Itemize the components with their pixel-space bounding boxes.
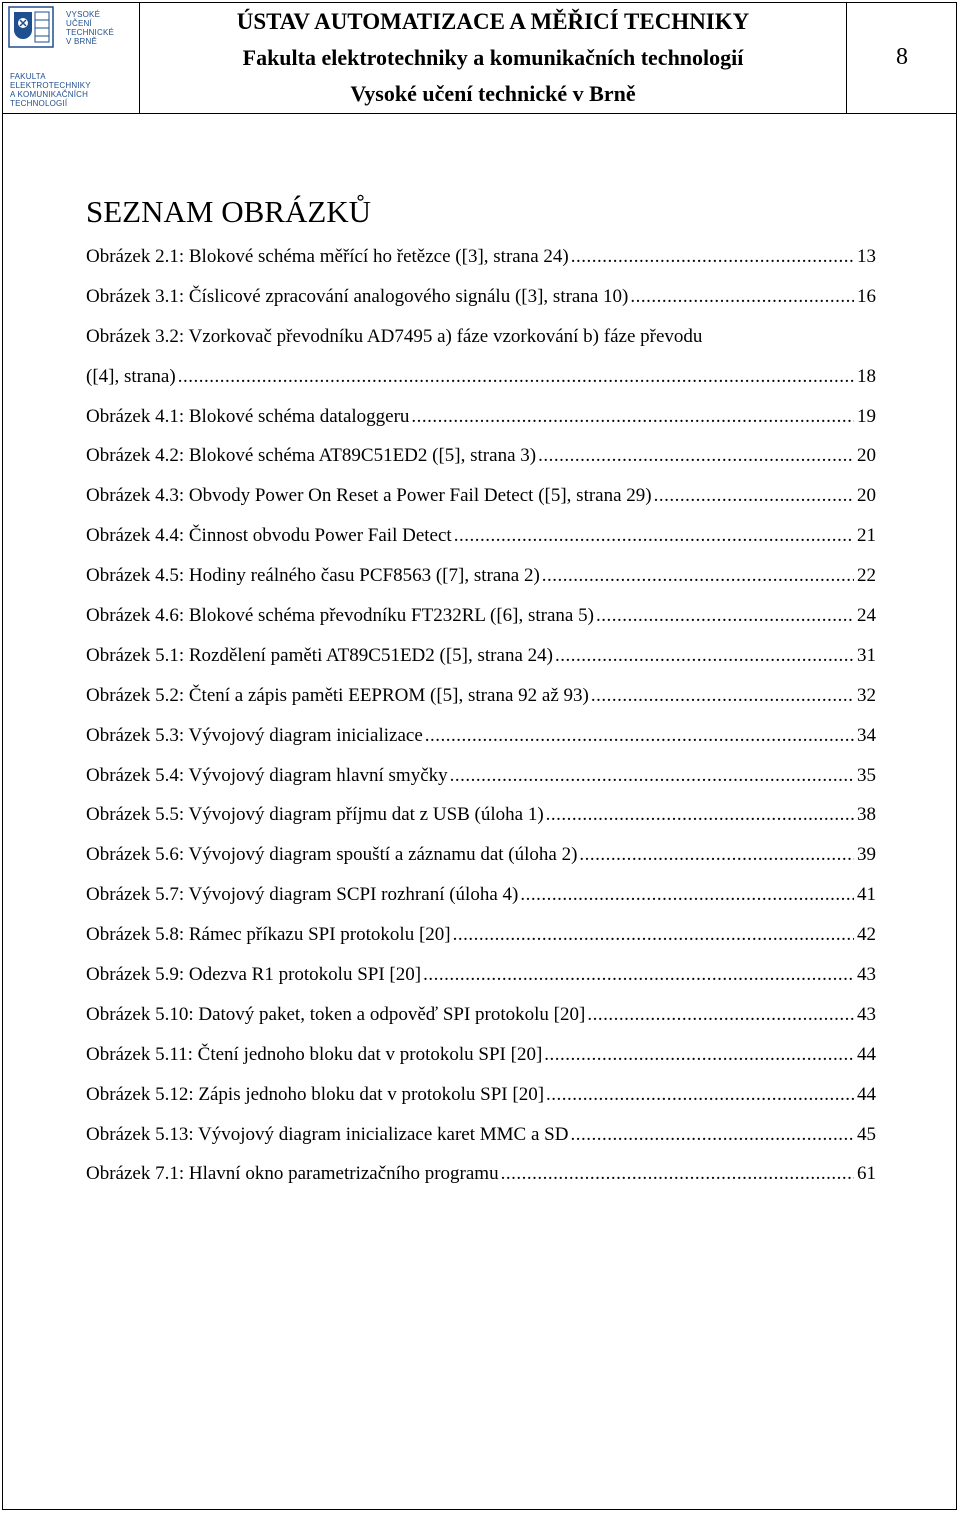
toc-entry-page: 43 [857, 964, 876, 986]
toc-leader-dots [178, 357, 854, 397]
toc-entry[interactable] [86, 237, 876, 277]
toc-leader-dots [450, 756, 854, 796]
logo-line: FAKULTA [10, 72, 46, 81]
toc-leader-dots [411, 397, 854, 437]
toc-entry[interactable] [86, 596, 876, 636]
toc-entry-label: Obrázek 5.6: Vývojový diagram spouští a záznamu dat (úloha 2) [86, 844, 578, 866]
toc-entry[interactable] [86, 955, 876, 995]
toc-leader-dots [630, 277, 854, 317]
toc-leader-dots [654, 476, 854, 516]
toc-entry-page: 44 [857, 1043, 876, 1065]
toc-entry-page: 34 [857, 724, 876, 746]
toc-entry-page: 43 [857, 1003, 876, 1025]
university-logo [2, 2, 140, 113]
toc-entry-page: 45 [857, 1123, 876, 1145]
toc-entry-label: Obrázek 4.5: Hodiny reálného času PCF8563 ([7], strana 2) [86, 565, 540, 587]
toc-entry-page: 21 [857, 525, 876, 547]
toc-leader-dots [454, 516, 854, 556]
toc-leader-dots [570, 1115, 854, 1155]
toc-entry[interactable] [86, 516, 876, 556]
toc-entry-label: Obrázek 4.3: Obvody Power On Reset a Power Fail Detect ([5], strana 29) [86, 485, 652, 507]
toc-entry[interactable] [86, 995, 876, 1035]
toc-entry[interactable] [86, 436, 876, 476]
page-number: 8 [896, 44, 908, 70]
logo-top-line: V BRNĚ [66, 37, 97, 46]
toc-entry-page: 32 [857, 684, 876, 706]
toc-entry-page: 20 [857, 485, 876, 507]
toc-leader-dots [555, 636, 854, 676]
toc-leader-dots [538, 436, 854, 476]
toc-entry-page: 24 [857, 605, 876, 627]
toc-entry[interactable] [86, 636, 876, 676]
toc-entry-label: Obrázek 5.10: Datový paket, token a odpověď SPI protokolu [20] [86, 1003, 586, 1025]
toc-entry-label: Obrázek 5.3: Vývojový diagram inicializace [86, 724, 423, 746]
faculty-name: Fakulta elektrotechniky a komunikačních technologií [242, 44, 744, 70]
toc-entry-page: 41 [857, 884, 876, 906]
toc-entry-page: 13 [857, 246, 876, 267]
logo-top-line: TECHNICKÉ [66, 28, 115, 37]
toc-entry[interactable] [86, 676, 876, 716]
toc-entry-label: Obrázek 5.12: Zápis jednoho bloku dat v protokolu SPI [20] [86, 1083, 545, 1105]
toc-entry-label: Obrázek 5.9: Odezva R1 protokolu SPI [20] [86, 964, 422, 986]
toc-entry-label: Obrázek 2.1: Blokové schéma měřící ho řetězce ([3], strana 24) [86, 246, 569, 267]
toc-entry[interactable] [86, 1115, 876, 1155]
toc-leader-dots [546, 1075, 854, 1115]
toc-entry[interactable] [86, 915, 876, 955]
toc-leader-dots [423, 955, 854, 995]
toc-entry-page: 39 [857, 844, 876, 866]
toc-leader-dots [571, 237, 854, 277]
toc-entry[interactable] [86, 397, 876, 437]
toc-leader-dots [453, 915, 854, 955]
toc-entry[interactable] [86, 756, 876, 796]
toc-entry[interactable] [86, 556, 876, 596]
toc-entry-label: Obrázek 4.1: Blokové schéma dataloggeru [86, 405, 410, 427]
logo-top-line: VYSOKÉ [66, 10, 101, 19]
toc-entry[interactable] [86, 1075, 876, 1115]
toc-entry-page: 20 [857, 445, 876, 467]
toc-leader-dots [544, 1035, 854, 1075]
toc-leader-dots [579, 835, 854, 875]
toc-entry[interactable] [86, 357, 876, 397]
toc-entry-label: Obrázek 4.6: Blokové schéma převodníku FT232RL ([6], strana 5) [86, 605, 594, 627]
toc-entry-label: Obrázek 5.1: Rozdělení paměti AT89C51ED2 ([5], strana 24) [86, 644, 553, 666]
page-header [2, 2, 957, 114]
toc-entry-page: 31 [857, 644, 876, 666]
header-title-block [140, 2, 847, 113]
toc-entry-page: 44 [857, 1083, 876, 1105]
toc-leader-dots [501, 1154, 854, 1194]
university-name: Vysoké učení technické v Brně [350, 80, 636, 106]
toc-entry-label: Obrázek 3.1: Číslicové zpracování analogového signálu ([3], strana 10) [86, 285, 629, 307]
toc-leader-dots [520, 875, 854, 915]
toc-leader-dots [587, 995, 854, 1035]
toc-entry-label: Obrázek 7.1: Hlavní okno parametrizačního programu [86, 1163, 499, 1185]
toc-entry[interactable] [86, 317, 876, 357]
toc-entry[interactable] [86, 716, 876, 756]
toc-entry-label: Obrázek 5.2: Čtení a zápis paměti EEPROM ([5], strana 92 až 93) [86, 684, 589, 706]
toc-entry[interactable] [86, 835, 876, 875]
logo-line: TECHNOLOGIÍ [10, 99, 68, 108]
list-of-figures [86, 190, 876, 1194]
toc-entry-label: Obrázek 5.7: Vývojový diagram SCPI rozhraní (úloha 4) [86, 884, 519, 906]
logo-line: ELEKTROTECHNIKY [10, 81, 91, 90]
institute-name: ÚSTAV AUTOMATIZACE A MĚŘICÍ TECHNIKY [236, 8, 750, 34]
toc-leader-dots [546, 795, 854, 835]
toc-entry-page: 35 [857, 764, 876, 786]
toc-entry-label: Obrázek 3.2: Vzorkovač převodníku AD7495 a) fáze vzorkování b) fáze převodu [86, 325, 703, 347]
toc-entry-page: 18 [857, 365, 876, 387]
toc-entry-page: 22 [857, 565, 876, 587]
toc-entry-label: Obrázek 5.13: Vývojový diagram inicializace karet MMC a SD [86, 1123, 569, 1145]
toc-entry-page: 42 [857, 924, 876, 946]
toc-leader-dots [591, 676, 854, 716]
toc-entry-page: 61 [857, 1163, 876, 1185]
toc-leader-dots [542, 556, 854, 596]
toc-entry-label: Obrázek 5.11: Čtení jednoho bloku dat v protokolu SPI [20] [86, 1043, 543, 1065]
logo-top-line: UČENÍ [66, 19, 92, 28]
toc-entry[interactable] [86, 1035, 876, 1075]
toc-leader-dots [596, 596, 854, 636]
toc-entry-label: Obrázek 5.5: Vývojový diagram příjmu dat z USB (úloha 1) [86, 804, 544, 826]
toc-entry[interactable] [86, 476, 876, 516]
toc-entry[interactable] [86, 795, 876, 835]
toc-entry-page: 38 [857, 804, 876, 826]
toc-list [86, 237, 876, 1194]
toc-entry-label: Obrázek 5.4: Vývojový diagram hlavní smyčky [86, 764, 448, 786]
toc-entry[interactable] [86, 875, 876, 915]
toc-entry-page: 16 [857, 285, 876, 307]
toc-entry-label: ([4], strana) [86, 365, 176, 387]
toc-entry-label: Obrázek 5.8: Rámec příkazu SPI protokolu [20] [86, 924, 451, 946]
toc-entry-label: Obrázek 4.4: Činnost obvodu Power Fail Detect [86, 525, 452, 547]
toc-entry[interactable] [86, 277, 876, 317]
toc-entry-page: 19 [857, 405, 876, 427]
logo-line: A KOMUNIKAČNÍCH [10, 90, 89, 99]
section-title: SEZNAM OBRÁZKŮ [86, 194, 372, 229]
toc-leader-dots [425, 716, 854, 756]
toc-entry[interactable] [86, 1154, 876, 1194]
toc-entry-label: Obrázek 4.2: Blokové schéma AT89C51ED2 ([5], strana 3) [86, 445, 537, 467]
